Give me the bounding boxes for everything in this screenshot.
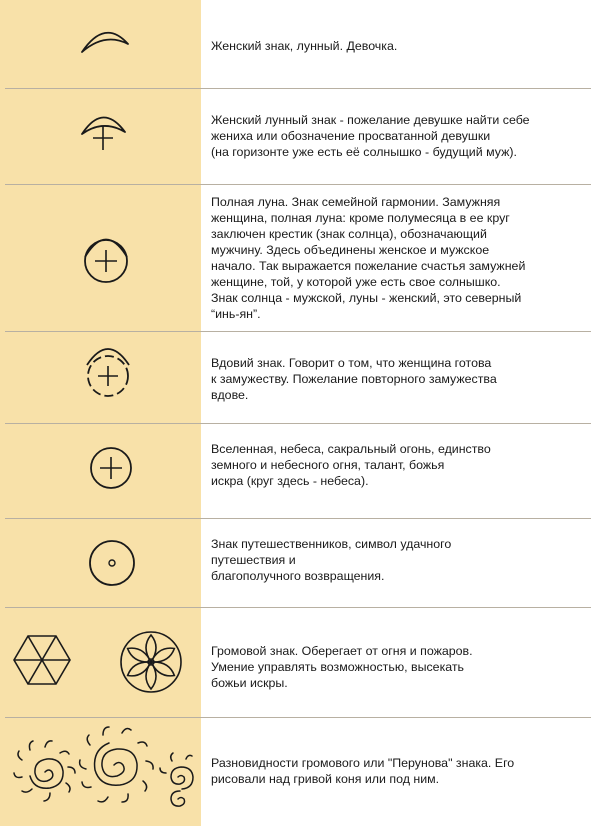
sign-row [0, 0, 591, 88]
sign-description: Разновидности громового или "Перунова" знака. Его рисовали над гривой коня или под ним. [211, 756, 515, 786]
crescent-icon [0, 0, 201, 88]
thunder-sign-icon [0, 607, 201, 717]
sign-row [0, 184, 591, 331]
sign-row [0, 331, 591, 423]
sign-description: Женский лунный знак - пожелание девушке найти себе жениха или обозначение просватанной девушки (на горизонте уже есть её солнышко - будущий муж). [211, 113, 530, 159]
perun-spirals-icon [0, 717, 201, 826]
sign-description: Громовой знак. Оберегает от огня и пожаров. Умение управлять возможностью, высекать божьи искры. [211, 644, 473, 690]
sign-row [0, 518, 591, 607]
sign-row [0, 717, 591, 826]
sign-description: Знак путешественников, символ удачного путешествия и благополучного возвращения. [211, 537, 452, 583]
full-moon-icon [0, 184, 201, 331]
sign-row [0, 88, 591, 184]
circle-dot-icon [0, 518, 201, 607]
sign-description: Вселенная, небеса, сакральный огонь, единство земного и небесного огня, талант, божья искра (круг здесь - небеса). [211, 442, 491, 488]
crescent-cross-icon [0, 88, 201, 184]
sign-description: Женский знак, лунный. Девочка. [211, 39, 398, 53]
sign-description: Вдовий знак. Говорит о том, что женщина готова к замужеству. Пожелание повторного замужества вдове. [211, 356, 497, 402]
sign-description: Полная луна. Знак семейной гармонии. Замужняя женщина, полная луна: кроме полумесяца в ее круг заключен крестик (знак солнца), обозначающий мужчину. Здесь объединены женское и мужское начало. Так выражается пожелание счастья замужней женщине, той, у которой уже есть свое солнышко. Знак солнца - мужской, луны - женский, это северный “инь-ян”. [211, 195, 526, 321]
widow-sign-icon [0, 331, 201, 423]
sign-row [0, 423, 591, 518]
circle-cross-icon [0, 423, 201, 518]
sign-row [0, 607, 591, 717]
